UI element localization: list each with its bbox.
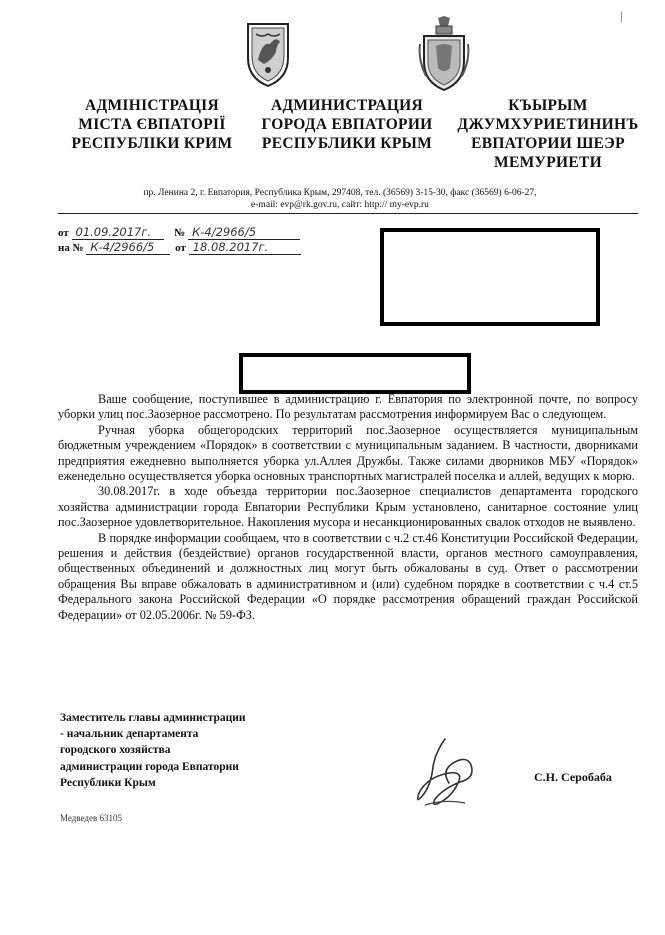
reply-number-label: на № <box>58 242 84 254</box>
signatory-title-line: Республики Крым <box>60 776 156 789</box>
corner-mark: | <box>620 8 623 23</box>
signatory-title-line: администрации города Евпатории <box>60 760 239 773</box>
header-crimean-tatar <box>450 96 646 172</box>
redacted-recipient-block <box>380 228 600 326</box>
header-ukr-line: АДМІНІСТРАЦІЯ <box>85 97 219 114</box>
header-ukr-line: МІСТА ЄВПАТОРІЇ <box>78 116 226 133</box>
executor-note: Медведев 63105 <box>60 813 122 823</box>
signatory-title-line: Заместитель главы администрации <box>60 712 246 724</box>
header-russian <box>252 96 442 153</box>
contact-line: e-mail: evp@rk.gov.ru, сайт: http:// my-evp.ru <box>251 200 429 210</box>
incoming-date: 18.08.2017г. <box>189 240 301 255</box>
handwritten-signature <box>405 733 487 813</box>
evpatoria-emblem-icon <box>416 16 472 92</box>
incoming-number: К-4/2966/5 <box>86 240 170 255</box>
header-rus-line: АДМИНИСТРАЦИЯ <box>270 97 424 114</box>
signatory-name: С.Н. Серобаба <box>534 770 612 784</box>
outgoing-reference <box>58 225 300 240</box>
header-crh-line: ДЖУМХУРИЕТИНИНЪ <box>457 116 639 133</box>
body-paragraph: Ваше сообщение, поступившее в администрацию г. Евпатория по электронной почте, по вопросу уборки улиц пос.Заозерное рассмотрено. По результатам рассмотрения информируем Вас о следующем. <box>58 392 638 422</box>
outgoing-number: К-4/2966/5 <box>188 225 300 240</box>
header-ukrainian <box>62 96 242 153</box>
header-ukr-line: РЕСПУБЛІКИ КРИМ <box>71 135 233 152</box>
crimea-emblem-icon <box>242 20 294 88</box>
signatory-title-line: - начальник департамента <box>60 728 199 741</box>
header-crh-line: ЕВПАТОРИИ ШЕЭР <box>471 135 625 152</box>
header-rus-line: РЕСПУБЛИКИ КРЫМ <box>261 135 433 152</box>
header-crh-line: МЕМУРИЕТИ <box>494 154 602 171</box>
body-paragraph: В порядке информации сообщаем, что в соответствии с ч.2 ст.46 Конституции Российской Федерации, решения и действия (бездействие) органов государственной власти, органов местного самоуправления, общественных объединений и должностных лиц могут быть обжалованы в суд. Ответ о рассмотрении обращения Вы вправе обжаловать в административном и (или) судебном порядке в соответствии с ч.4 ст.5 Федерального закона Российской Федерации «О порядке рассмотрения обращений граждан Российской Федерации» от 02.05.2006г. № 59-ФЗ. <box>58 530 638 622</box>
number-label: № <box>174 227 186 239</box>
incoming-reference <box>58 240 301 255</box>
signatory-title-line: городского хозяйства <box>60 744 171 757</box>
header-divider <box>58 213 638 214</box>
reply-from-label: от <box>175 242 186 254</box>
header-crh-line: КЪЫРЫМ <box>508 97 588 114</box>
from-label: от <box>58 227 69 239</box>
address-line: пр. Ленина 2, г. Евпатория, Республика Крым, 297408, тел. (36569) 3-15-30, факс (36569) 6-06-27, <box>143 188 537 198</box>
header-rus-line: ГОРОДА ЕВПАТОРИИ <box>261 116 433 133</box>
letter-body <box>58 392 638 623</box>
signatory-title <box>60 710 246 791</box>
body-paragraph: 30.08.2017г. в ходе объезда территории пос.Заозерное специалистов департамента городского хозяйства администрации города Евпатории Республики Крым установлено, санитарное состояние улиц пос.Заозерное удовлетворительное. Накопления мусора и несанкционированных свалок отходов не выявлено. <box>58 484 638 530</box>
body-paragraph: Ручная уборка общегородских территорий пос.Заозерное осуществляется муниципальным бюджетным учреждением «Порядок» в соответствии с муниципальным заданием. В частности, дворниками предприятия ежедневно выполняется уборка ул.Аллея Дружбы. Также силами дворников МБУ «Порядок» еженедельно осуществляется уборка основных транспортных магистралей поселка и аллей, ведущих к морю. <box>58 422 638 484</box>
redacted-salutation-block <box>239 353 471 394</box>
outgoing-date: 01.09.2017г. <box>72 225 164 240</box>
